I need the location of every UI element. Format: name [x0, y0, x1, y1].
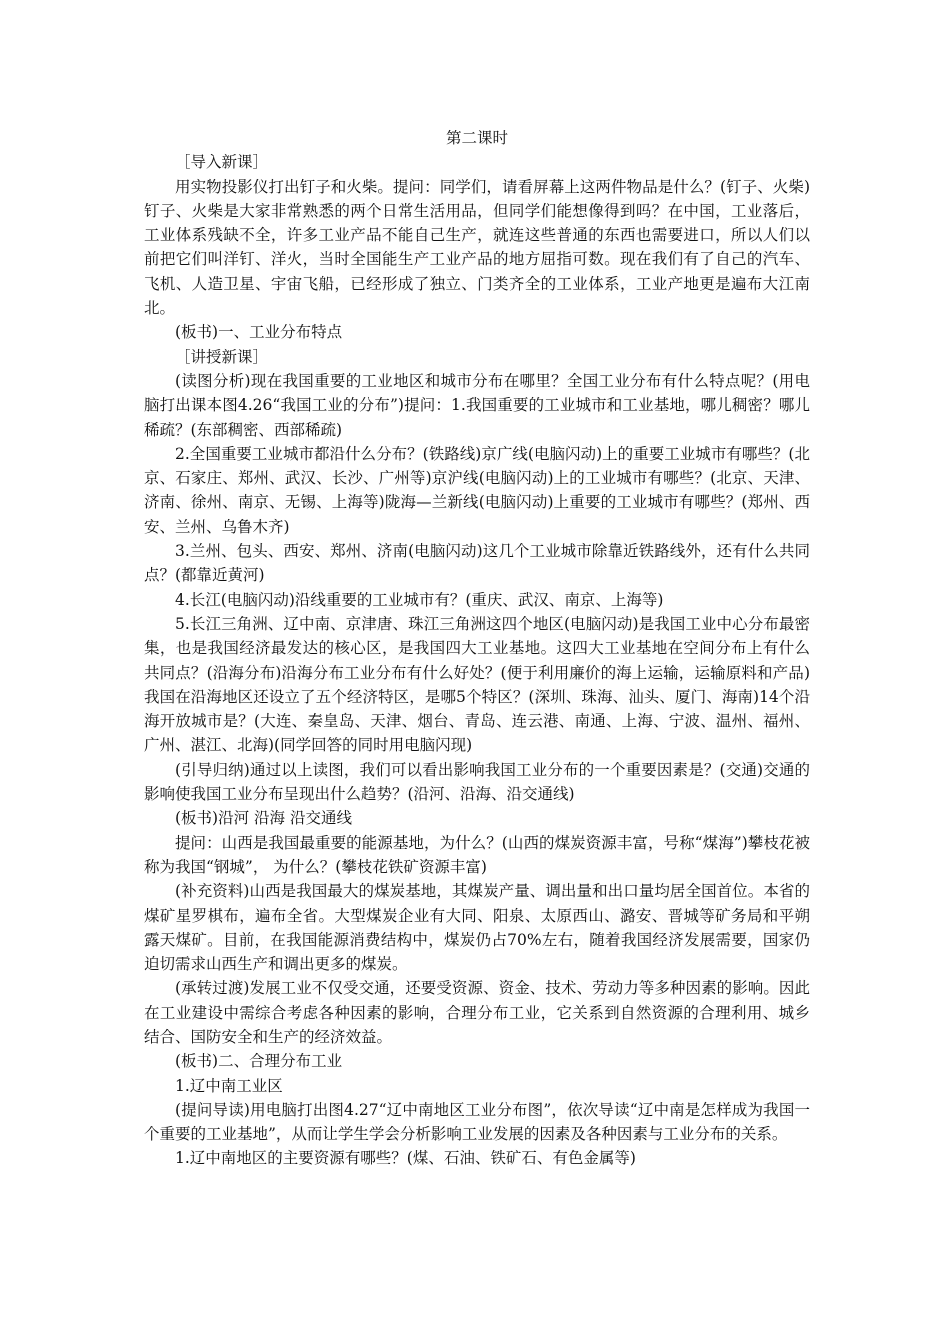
subsection-heading: 1.辽中南工业区 — [175, 1076, 283, 1095]
paragraph: 提问：山西是我国最重要的能源基地，为什么？(山西的煤炭资源丰富，号称“煤海”)攀枝花被称为我国“钢城”， 为什么？(攀枝花铁矿资源丰富) — [144, 833, 810, 876]
paragraph: (补充资料)山西是我国最大的煤炭基地，其煤炭产量、调出量和出口量均居全国首位。本省的煤矿星罗棋布，遍布全省。大型煤炭企业有大同、阳泉、太原西山、潞安、晋城等矿务局和平朔露天煤矿。目前，在我国能源消费结构中，煤炭仍占70%左右，随着我国经济发展需要，国家仍迫切需求山西生产和调出更多的煤炭。 — [144, 882, 810, 974]
paragraph: 2.全国重要工业城市都沿什么分布？(铁路线)京广线(电脑闪动)上的重要工业城市有哪些？(北京、石家庄、郑州、武汉、长沙、广州等)京沪线(电脑闪动)上的工业城市有哪些？(北京、天津、济南、徐州、南京、无锡、上海等)陇海—兰新线(电脑闪动)上重要的工业城市有哪些？(郑州、西安、兰州、乌鲁木齐) — [144, 444, 810, 536]
section-label-intro: ［导入新课］ — [175, 153, 269, 172]
section-label-new-lesson: ［讲授新课］ — [175, 347, 269, 366]
board-note: (板书)一、工业分布特点 — [175, 323, 343, 342]
board-note: (板书)二、合理分布工业 — [175, 1052, 343, 1071]
paragraph: (引导归纳)通过以上读图，我们可以看出影响我国工业分布的一个重要因素是？(交通)交通的影响使我国工业分布呈现出什么趋势？(沿河、沿海、沿交通线) — [144, 760, 810, 804]
paragraph: (承转过渡)发展工业不仅受交通，还要受资源、资金、技术、劳动力等多种因素的影响。因此在工业建设中需综合考虑各种因素的影响，合理分布工业，它关系到自然资源的合理利用、城乡结合、国防安全和生产的经济效益。 — [144, 979, 810, 1046]
paragraph: 1.辽中南地区的主要资源有哪些？(煤、石油、铁矿石、有色金属等) — [175, 1149, 636, 1168]
page-title: 第二课时 — [445, 129, 508, 147]
paragraph: (提问导读)用电脑打出图4.27“辽中南地区工业分布图”，依次导读“辽中南是怎样成为我国一个重要的工业基地”，从而让学生学会分析影响工业发展的因素及各种因素与工业分布的关系。 — [144, 1100, 810, 1144]
board-note: (板书)沿河 沿海 沿交通线 — [175, 809, 352, 828]
paragraph: 3.兰州、包头、西安、郑州、济南(电脑闪动)这几个工业城市除靠近铁路线外，还有什么共同点？(都靠近黄河) — [144, 542, 810, 585]
paragraph: 用实物投影仪打出钉子和火柴。提问：同学们，请看屏幕上这两件物品是什么？(钉子、火柴)钉子、火柴是大家非常熟悉的两个日常生活用品，但同学们能想像得到吗？在中国，工业落后，工业体系残缺不全，许多工业产品不能自己生产，就连这些普通的东西也需要进口，所以人们以前把它们叫洋钉、洋火，当时全国能生产工业产品的地方屈指可数。现在我们有了自己的汽车、飞机、人造卫星、宇宙飞船，已经形成了独立、门类齐全的工业体系，工业产地更是遍布大江南北。 — [144, 177, 810, 318]
paragraph: 4.长江(电脑闪动)沿线重要的工业城市有？(重庆、武汉、南京、上海等) — [175, 590, 664, 609]
paragraph: (读图分析)现在我国重要的工业地区和城市分布在哪里？全国工业分布有什么特点呢？(用电脑打出课本图4.26“我国工业的分布”)提问：1.我国重要的工业城市和工业基地，哪儿稠密？哪儿稀疏？(东部稠密、西部稀疏) — [144, 371, 810, 439]
document-body — [144, 126, 810, 1171]
paragraph: 5.长江三角洲、辽中南、京津唐、珠江三角洲这四个地区(电脑闪动)是我国工业中心分布最密集，也是我国经济最发达的核心区，是我国四大工业基地。这四大工业基地在空间分布上有什么共同点？(沿海分布)沿海分布工业分布有什么好处？(便于利用廉价的海上运输，运输原料和产品)我国在沿海地区还设立了五个经济特区，是哪5个特区？(深圳、珠海、汕头、厦门、海南)14个沿海开放城市是？(大连、秦皇岛、天津、烟台、青岛、连云港、南通、上海、宁波、温州、福州、广州、湛江、北海)(同学回答的同时用电脑闪现) — [144, 614, 810, 755]
